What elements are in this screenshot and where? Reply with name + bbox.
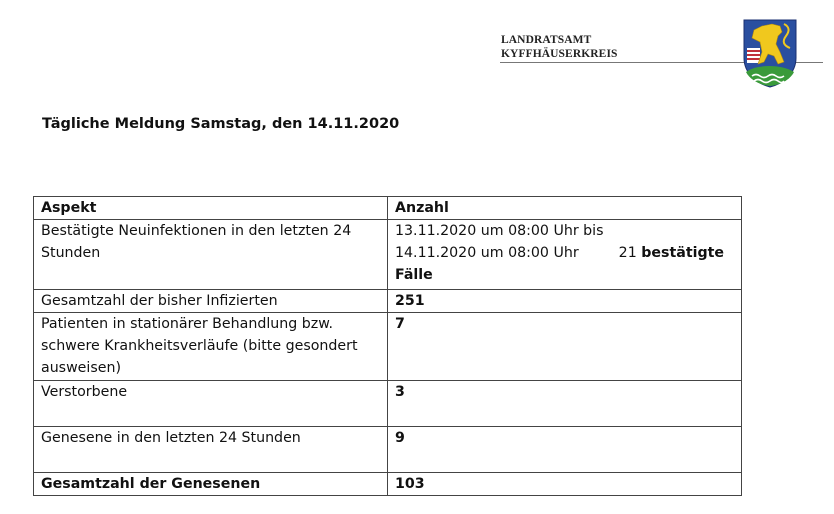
- row-aspect: Bestätigte Neuinfektionen in den letzten 24 Stunden: [34, 220, 388, 290]
- row-aspect: Verstorbene: [34, 381, 388, 427]
- row-aspect: Gesamtzahl der bisher Infizierten: [34, 290, 388, 313]
- row-aspect: Patienten in stationärer Behandlung bzw. schwere Krankheitsverläufe (bitte gesondert ausweisen): [34, 313, 388, 381]
- row-value: 7: [388, 313, 742, 381]
- table-row: [34, 220, 742, 290]
- table-header-row: [34, 197, 742, 220]
- org-line-2: KYFFHÄUSERKREIS: [501, 48, 618, 60]
- row-aspect: Genesene in den letzten 24 Stunden: [34, 427, 388, 473]
- table-row: [34, 290, 742, 313]
- table-row: [34, 381, 742, 427]
- org-name: [501, 33, 618, 61]
- header-anzahl: Anzahl: [388, 197, 742, 220]
- case-label-2: Fälle: [395, 267, 433, 283]
- org-line-1: LANDRATSAMT: [501, 34, 592, 46]
- table-row: [34, 427, 742, 473]
- row-value: 251: [388, 290, 742, 313]
- period-end-line: [395, 242, 735, 264]
- period-end: 14.11.2020 um 08:00 Uhr: [395, 245, 579, 261]
- row-aspect: Gesamtzahl der Genesenen: [34, 473, 388, 496]
- row-value: [388, 220, 742, 290]
- header-aspekt: Aspekt: [34, 197, 388, 220]
- case-count: 21: [618, 245, 637, 261]
- case-label: bestätigte: [641, 245, 725, 261]
- period-start: 13.11.2020 um 08:00 Uhr bis: [395, 223, 604, 239]
- table-row: [34, 473, 742, 496]
- row-value: 103: [388, 473, 742, 496]
- page-title: Tägliche Meldung Samstag, den 14.11.2020: [42, 116, 400, 132]
- coat-of-arms-icon: [742, 18, 798, 88]
- table-row: [34, 313, 742, 381]
- row-value: 3: [388, 381, 742, 427]
- report-table: [33, 196, 742, 496]
- row-value: 9: [388, 427, 742, 473]
